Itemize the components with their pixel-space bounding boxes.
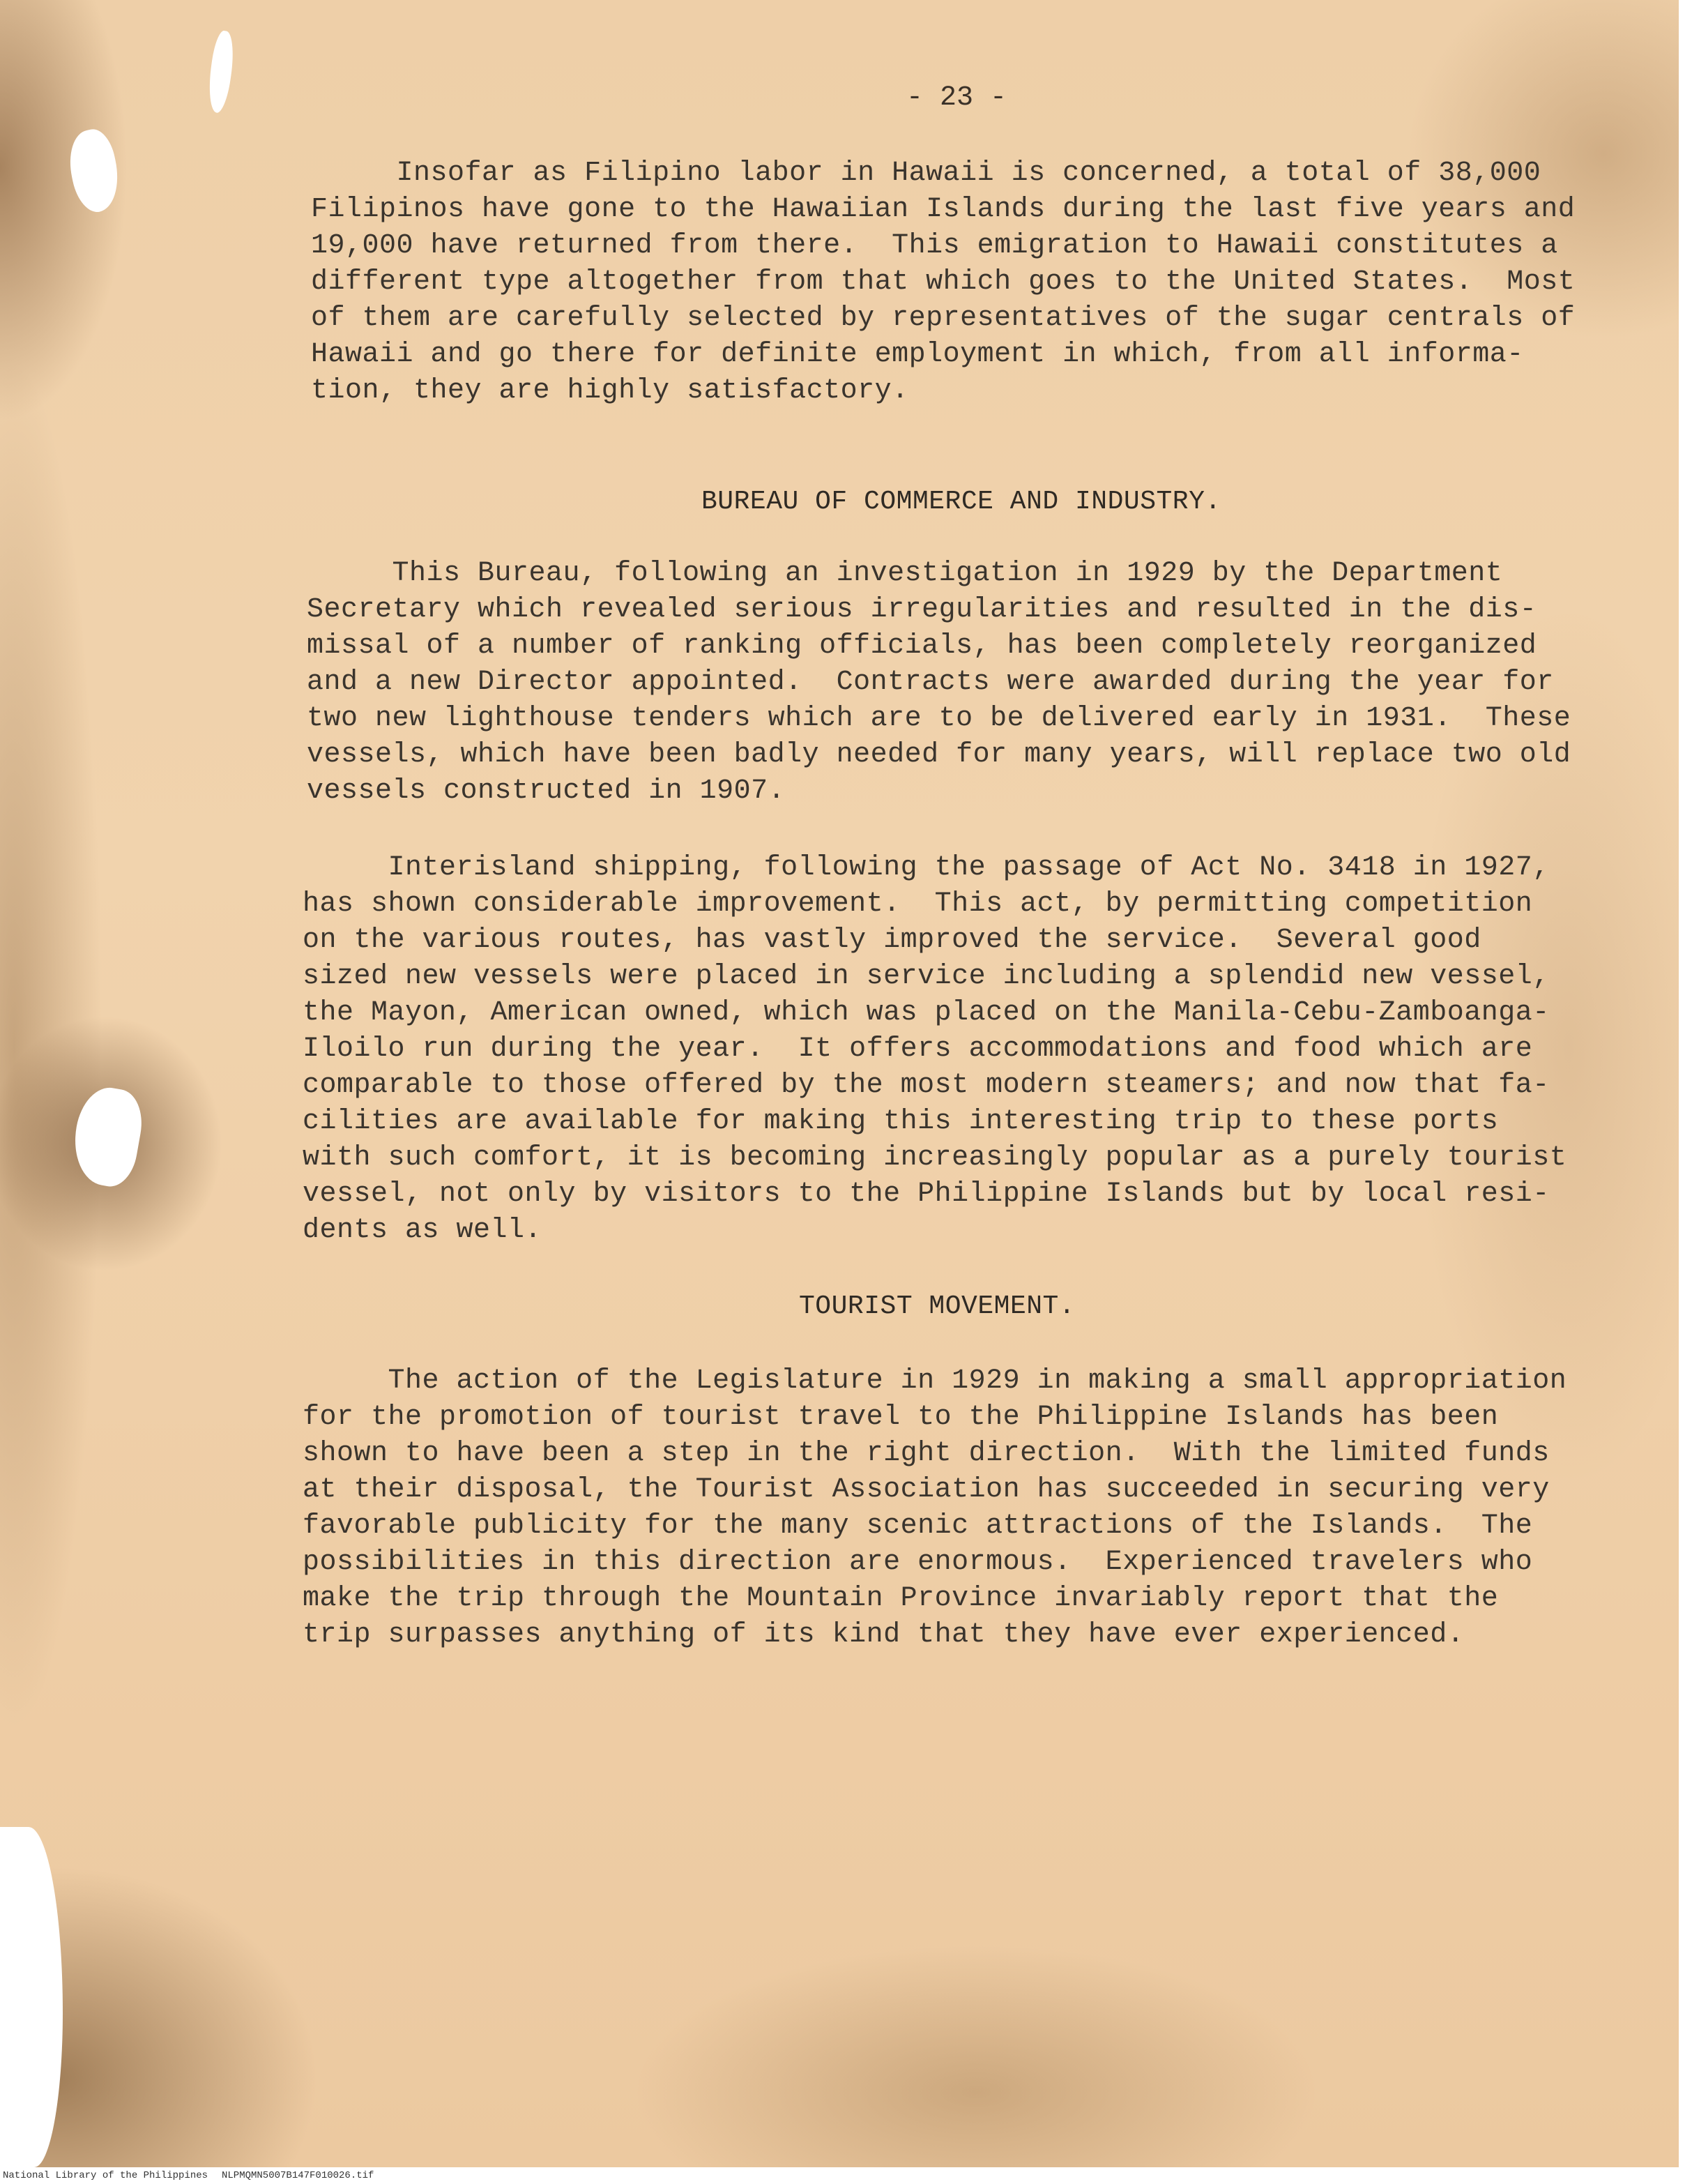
paragraph-line: possibilities in this direction are enormous. Experienced travelers who [303, 1547, 1533, 1578]
paragraph-line: and a new Director appointed. Contracts were awarded during the year for [307, 667, 1554, 698]
paragraph-line: cilities are available for making this interesting trip to these ports [303, 1106, 1499, 1137]
paragraph-line: Iloilo run during the year. It offers accommodations and food which are [303, 1033, 1533, 1065]
paragraph-line: for the promotion of tourist travel to the Philippine Islands has been [303, 1402, 1499, 1433]
paragraph-line: vessels, which have been badly needed for many years, will replace two old [307, 739, 1571, 771]
paragraph-line: of them are carefully selected by representatives of the sugar centrals of [311, 303, 1576, 334]
paper-damage-hole [205, 29, 237, 114]
library-credit: National Library of the Philippines [3, 2170, 208, 2181]
paragraph-line: comparable to those offered by the most modern steamers; and now that fa- [303, 1070, 1550, 1101]
paragraph-line: two new lighthouse tenders which are to be delivered early in 1931. These [307, 703, 1571, 734]
paper-damage-hole [63, 126, 125, 215]
paragraph-line: sized new vessels were placed in service including a splendid new vessel, [303, 961, 1550, 992]
paragraph-line: missal of a number of ranking officials, has been completely reorganized [307, 630, 1537, 662]
paragraph-line: Insofar as Filipino labor in Hawaii is concerned, a total of 38,000 [311, 158, 1541, 189]
paragraph-line: on the various routes, has vastly improved the service. Several good [303, 925, 1481, 956]
paragraph-line: different type altogether from that which goes to the United States. Most [311, 266, 1576, 298]
paragraph-line: make the trip through the Mountain Province invariably report that the [303, 1583, 1499, 1614]
page-number: - 23 - [906, 82, 1007, 114]
paragraph-line: dents as well. [303, 1215, 542, 1246]
paragraph-line: Secretary which revealed serious irregularities and resulted in the dis- [307, 594, 1537, 625]
scan-filename: NLPMQMN5007B147F010026.tif [222, 2170, 374, 2181]
section-heading: BUREAU OF COMMERCE AND INDUSTRY. [701, 487, 1221, 517]
paper-damage-hole [68, 1083, 148, 1190]
paragraph-line: tion, they are highly satisfactory. [311, 375, 909, 407]
paragraph-line: shown to have been a step in the right direction. With the limited funds [303, 1438, 1550, 1469]
paragraph-line: Hawaii and go there for definite employment in which, from all informa- [311, 339, 1524, 370]
paragraph-line: the Mayon, American owned, which was placed on the Manila-Cebu-Zamboanga- [303, 997, 1550, 1029]
paragraph-line: vessel, not only by visitors to the Philippine Islands but by local resi- [303, 1178, 1550, 1210]
paragraph-line: 19,000 have returned from there. This emigration to Hawaii constitutes a [311, 230, 1558, 261]
paragraph-line: at their disposal, the Tourist Association has succeeded in securing very [303, 1474, 1550, 1506]
paragraph-line: trip surpasses anything of its kind that they have ever experienced. [303, 1619, 1465, 1651]
section-heading: TOURIST MOVEMENT. [799, 1291, 1076, 1321]
scan-footer [0, 2167, 1692, 2184]
paragraph-line: This Bureau, following an investigation in 1929 by the Department [307, 558, 1503, 589]
paragraph-line: The action of the Legislature in 1929 in making a small appropriation [303, 1365, 1567, 1397]
page-edge-margin [1679, 0, 1692, 2167]
paragraph-line: has shown considerable improvement. This act, by permitting competition [303, 888, 1533, 920]
paragraph-line: favorable publicity for the many scenic attractions of the Islands. The [303, 1510, 1533, 1542]
paragraph-line: vessels constructed in 1907. [307, 775, 786, 807]
paragraph-line: Filipinos have gone to the Hawaiian Islands during the last five years and [311, 194, 1576, 225]
paragraph-line: with such comfort, it is becoming increasingly popular as a purely tourist [303, 1142, 1567, 1174]
paper-damage-hole [0, 1827, 63, 2167]
paragraph-line: Interisland shipping, following the passage of Act No. 3418 in 1927, [303, 852, 1550, 884]
